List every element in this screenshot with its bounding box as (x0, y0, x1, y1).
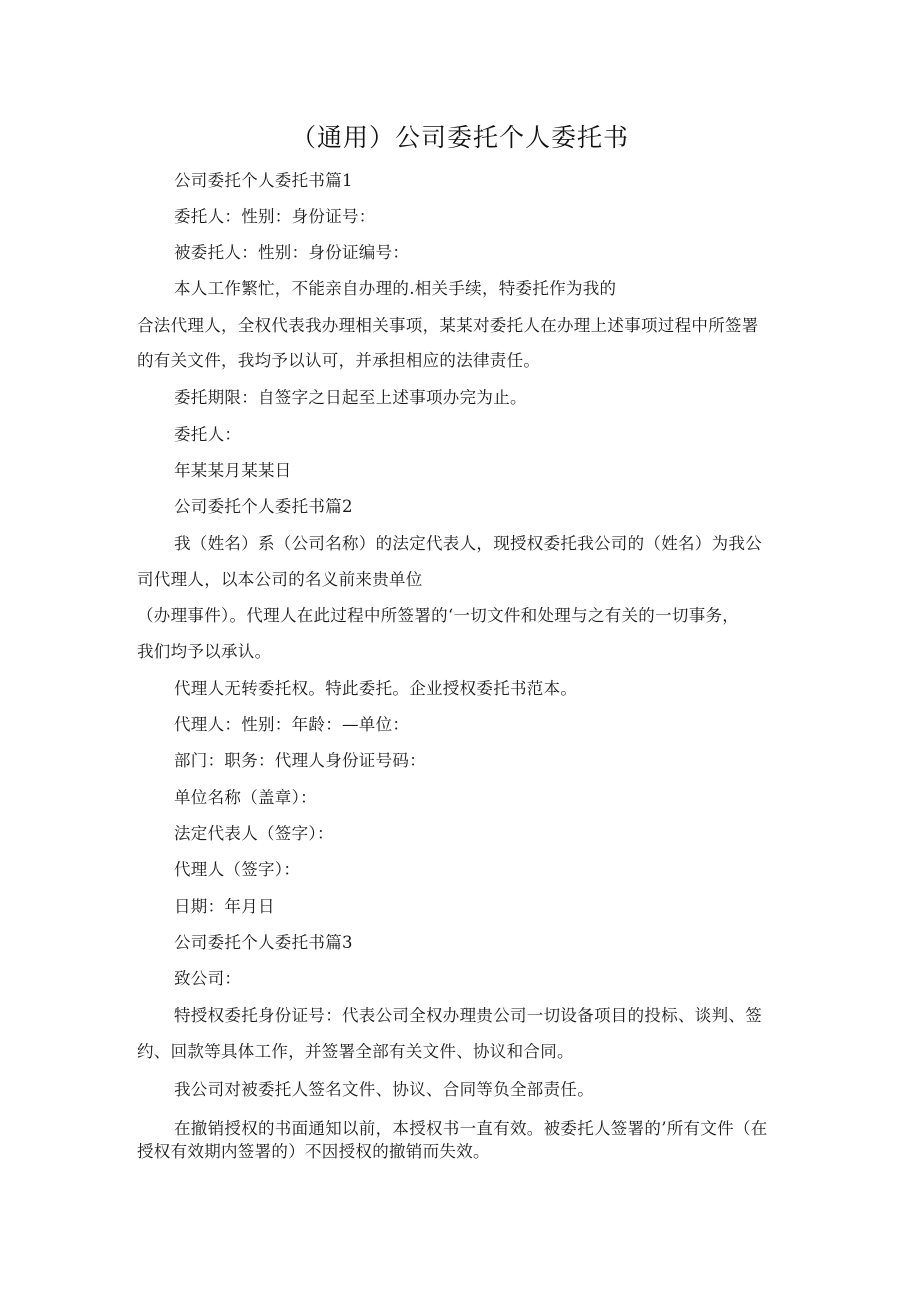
paragraph-line: 的有关文件，我均予以认可，并承担相应的法律责任。 (137, 351, 541, 370)
section-1-heading: 公司委托个人委托书篇1 (174, 171, 353, 190)
paragraph-line: 授权有效期内签署的）不因授权的撤销而失效。 (137, 1142, 490, 1161)
section-3-heading: 公司委托个人委托书篇3 (174, 933, 353, 952)
principal-info-line: 委托人：性别：身份证号： (174, 207, 376, 226)
paragraph-line: 特授权委托身份证号：代表公司全权办理贵公司一切设备项目的投标、谈判、签 (174, 1006, 762, 1025)
term-line: 委托期限：自签字之日起至上述事项办完为止。 (174, 388, 527, 407)
paragraph-line: 代理人无转委托权。特此委托。企业授权委托书范本。 (174, 679, 578, 698)
date-line: 年某某月某某日 (174, 461, 292, 480)
paragraph-line: 约、回款等具体工作，并签署全部有关文件、协议和合同。 (137, 1042, 574, 1061)
legal-rep-signature-line: 法定代表人（签字）： (174, 824, 334, 843)
paragraph-line: 本人工作繁忙，不能亲自办理的.相关手续，特委托作为我的 (174, 279, 617, 298)
addressee-line: 致公司： (174, 969, 242, 988)
paragraph-line: 我（姓名）系（公司名称）的法定代表人，现授权委托我公司的（姓名）为我公 (174, 534, 762, 553)
paragraph-line: （办理事件）。代理人在此过程中所签署的‘一切文件和处理与之有关的一切事务， (137, 606, 740, 625)
paragraph-line: 在撤销授权的书面通知以前，本授权书一直有效。被委托人签署的’所有文件（在 (174, 1119, 768, 1138)
agent-signature-line: 代理人（签字）： (174, 860, 301, 879)
paragraph-line: 司代理人，以本公司的名义前来贵单位 (137, 570, 423, 589)
date-line: 日期：年月日 (174, 897, 275, 916)
agent-info-line: 代理人：性别：年龄：—单位： (174, 715, 410, 734)
principal-signature-line: 委托人： (174, 425, 242, 444)
company-seal-line: 单位名称（盖章）： (174, 788, 317, 807)
paragraph-line: 合法代理人，全权代表我办理相关事项，某某对委托人在办理上述事项过程中所签署 (137, 316, 759, 335)
section-2-heading: 公司委托个人委托书篇2 (174, 497, 353, 516)
agent-info-line: 被委托人：性别：身份证编号： (174, 243, 410, 262)
document-title: （通用）公司委托个人委托书 (290, 123, 629, 152)
department-info-line: 部门：职务：代理人身份证号码： (174, 751, 426, 770)
paragraph-line: 我们均予以承认。 (137, 642, 272, 661)
paragraph-line: 我公司对被委托人签名文件、协议、合同等负全部责任。 (174, 1080, 594, 1099)
